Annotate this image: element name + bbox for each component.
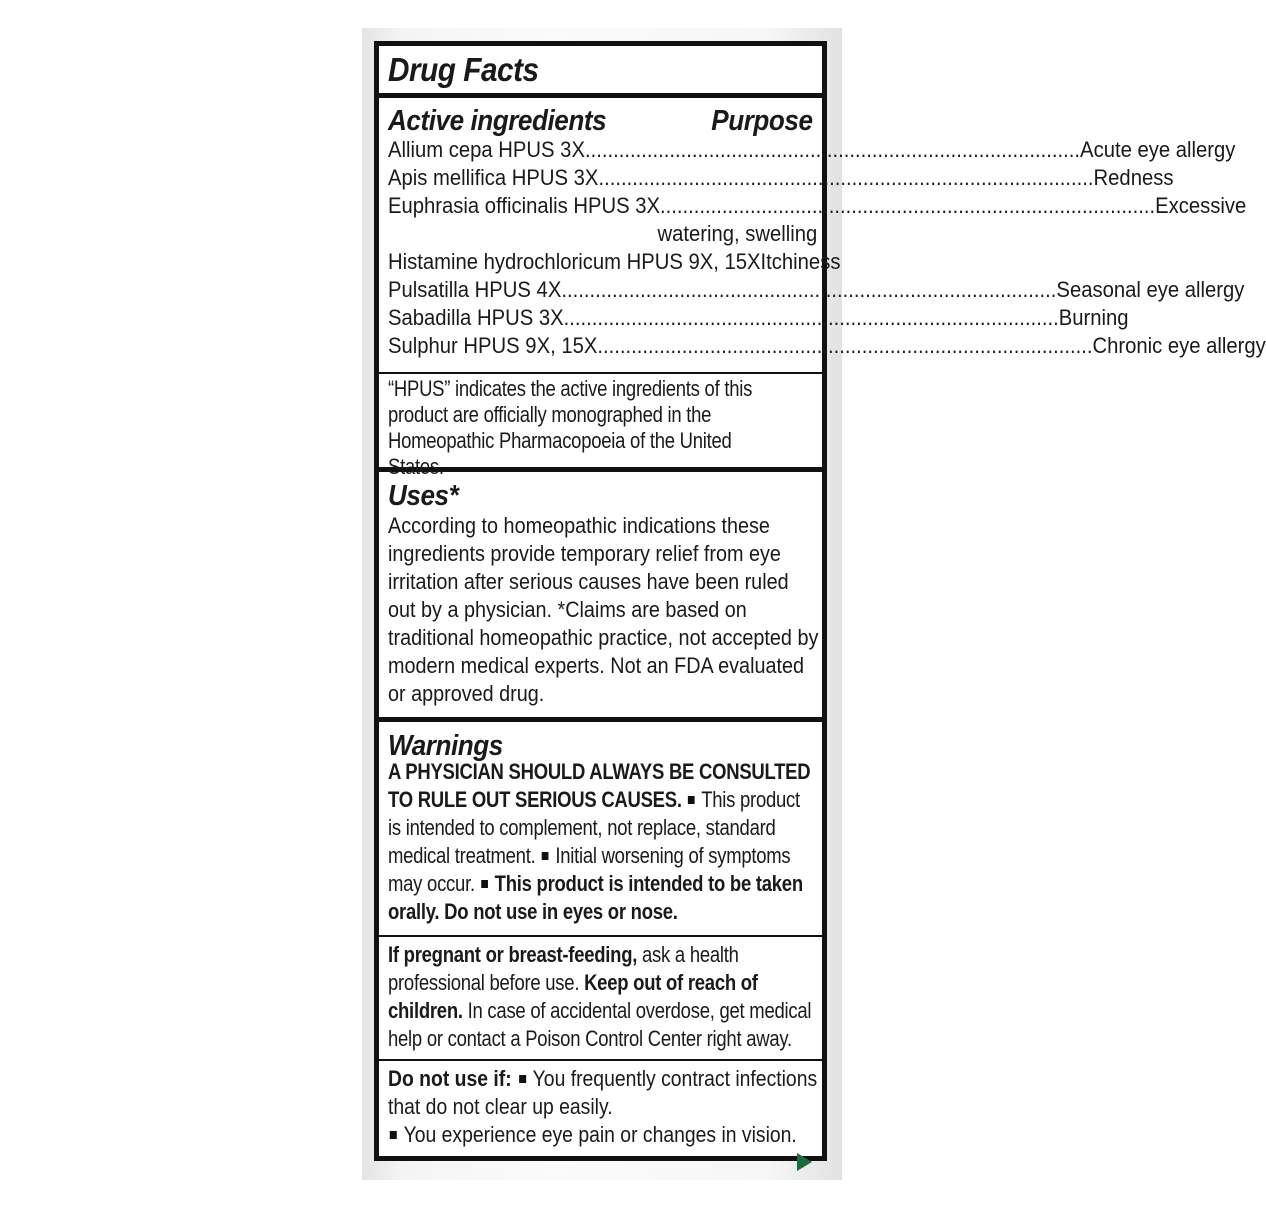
drug-facts-title-section <box>379 46 822 98</box>
leader-dots <box>561 276 1056 304</box>
uses-text: According to homeopathic indications these ingredients provide temporary relief from eye irritation after serious causes have been ruled out by a physician. *Claims are based on traditional homeopathic practice, not accepted by modern medical experts. Not an FDA evaluated or approved drug. <box>388 513 819 706</box>
warnings-item-bold: This product is intended to be taken orally. Do not use in eyes or nose. <box>388 871 803 924</box>
warnings-item: Initial worsening of symptoms may occur. <box>388 843 791 896</box>
leader-dots <box>585 136 1080 164</box>
continue-arrow-icon <box>797 1153 812 1171</box>
pregnant-text: ask a health professional before use. <box>388 942 739 995</box>
bullet-square-icon <box>390 1131 397 1139</box>
warnings-item: This product is intended to complement, not replace, standard medical treatment. <box>388 787 800 868</box>
pregnancy-subsection <box>379 935 822 1053</box>
drug-facts-panel <box>374 41 1266 1161</box>
bullet-square-icon <box>481 880 488 888</box>
leader-dots <box>564 304 1059 332</box>
ingredient-name: Pulsatilla HPUS 4X <box>388 277 562 302</box>
do-not-use-subsection <box>379 1059 822 1149</box>
ingredient-row <box>388 248 841 276</box>
ingredient-purpose: Excessive <box>1155 193 1247 218</box>
purpose-heading: Purpose <box>711 105 813 137</box>
ingredient-list <box>388 136 1266 360</box>
ingredient-row <box>388 192 1247 220</box>
ingredient-row <box>388 276 1245 304</box>
pregnant-bold: If pregnant or breast-feeding, <box>388 942 638 967</box>
ingredient-purpose: Burning <box>1058 305 1129 330</box>
warnings-heading: Warnings <box>388 730 503 762</box>
uses-heading: Uses* <box>388 480 459 512</box>
ingredient-row <box>388 136 1236 164</box>
leader-dots <box>597 332 1092 360</box>
overdose-text: In case of accidental overdose, get medical help or contact a Poison Control Center right away. <box>388 998 812 1051</box>
bullet-square-icon <box>542 852 549 860</box>
leader-dots <box>598 164 1093 192</box>
warnings-section <box>379 722 822 1184</box>
ingredient-name: Apis mellifica HPUS 3X <box>388 165 599 190</box>
ingredient-purpose: Redness <box>1093 165 1174 190</box>
ingredient-name: Histamine hydrochloricum HPUS 9X, 15X <box>388 249 761 274</box>
do-not-use-bold: Do not use if: <box>388 1066 512 1091</box>
ingredient-row <box>388 164 1174 192</box>
ingredient-purpose: Itchiness <box>760 249 841 274</box>
warnings-body <box>388 758 812 926</box>
ingredient-purpose: Acute eye allergy <box>1080 137 1236 162</box>
do-not-use-item: You frequently contract infections that do not clear up easily. <box>388 1066 818 1119</box>
active-ingredients-heading: Active ingredients <box>388 105 607 137</box>
warnings-bold-intro: A PHYSICIAN SHOULD ALWAYS BE CONSULTED TO RULE OUT SERIOUS CAUSES. <box>388 759 811 812</box>
do-not-use-item: You experience eye pain or changes in vision. <box>403 1122 797 1147</box>
do-not-use-text <box>388 1065 819 1149</box>
active-ingredients-header <box>388 104 813 138</box>
hpus-note: “HPUS” indicates the active ingredients of this product are officially monographed in the Homeopathic Pharmacopoeia of the United States. <box>388 376 753 479</box>
bullet-square-icon <box>688 796 695 804</box>
ingredient-purpose: Chronic eye allergy <box>1092 333 1266 358</box>
ingredient-row <box>388 304 1129 332</box>
active-ingredients-section <box>379 98 1266 479</box>
ingredient-name: Euphrasia officinalis HPUS 3X <box>388 193 661 218</box>
bullet-square-icon <box>519 1075 526 1083</box>
ingredient-name: Sabadilla HPUS 3X <box>388 305 564 330</box>
section-divider <box>379 372 822 374</box>
pregnancy-text <box>388 941 812 1053</box>
uses-section <box>379 472 822 722</box>
ingredient-row <box>388 332 1266 360</box>
drug-facts-title: Drug Facts <box>388 51 539 88</box>
leader-dots <box>660 192 1155 220</box>
ingredient-purpose: Seasonal eye allergy <box>1056 277 1245 302</box>
ingredient-purpose-continued: watering, swelling <box>657 221 818 246</box>
ingredient-name: Allium cepa HPUS 3X <box>388 137 585 162</box>
keep-out-bold: Keep out of reach of children. <box>388 970 758 1023</box>
ingredient-name: Sulphur HPUS 9X, 15X <box>388 333 598 358</box>
